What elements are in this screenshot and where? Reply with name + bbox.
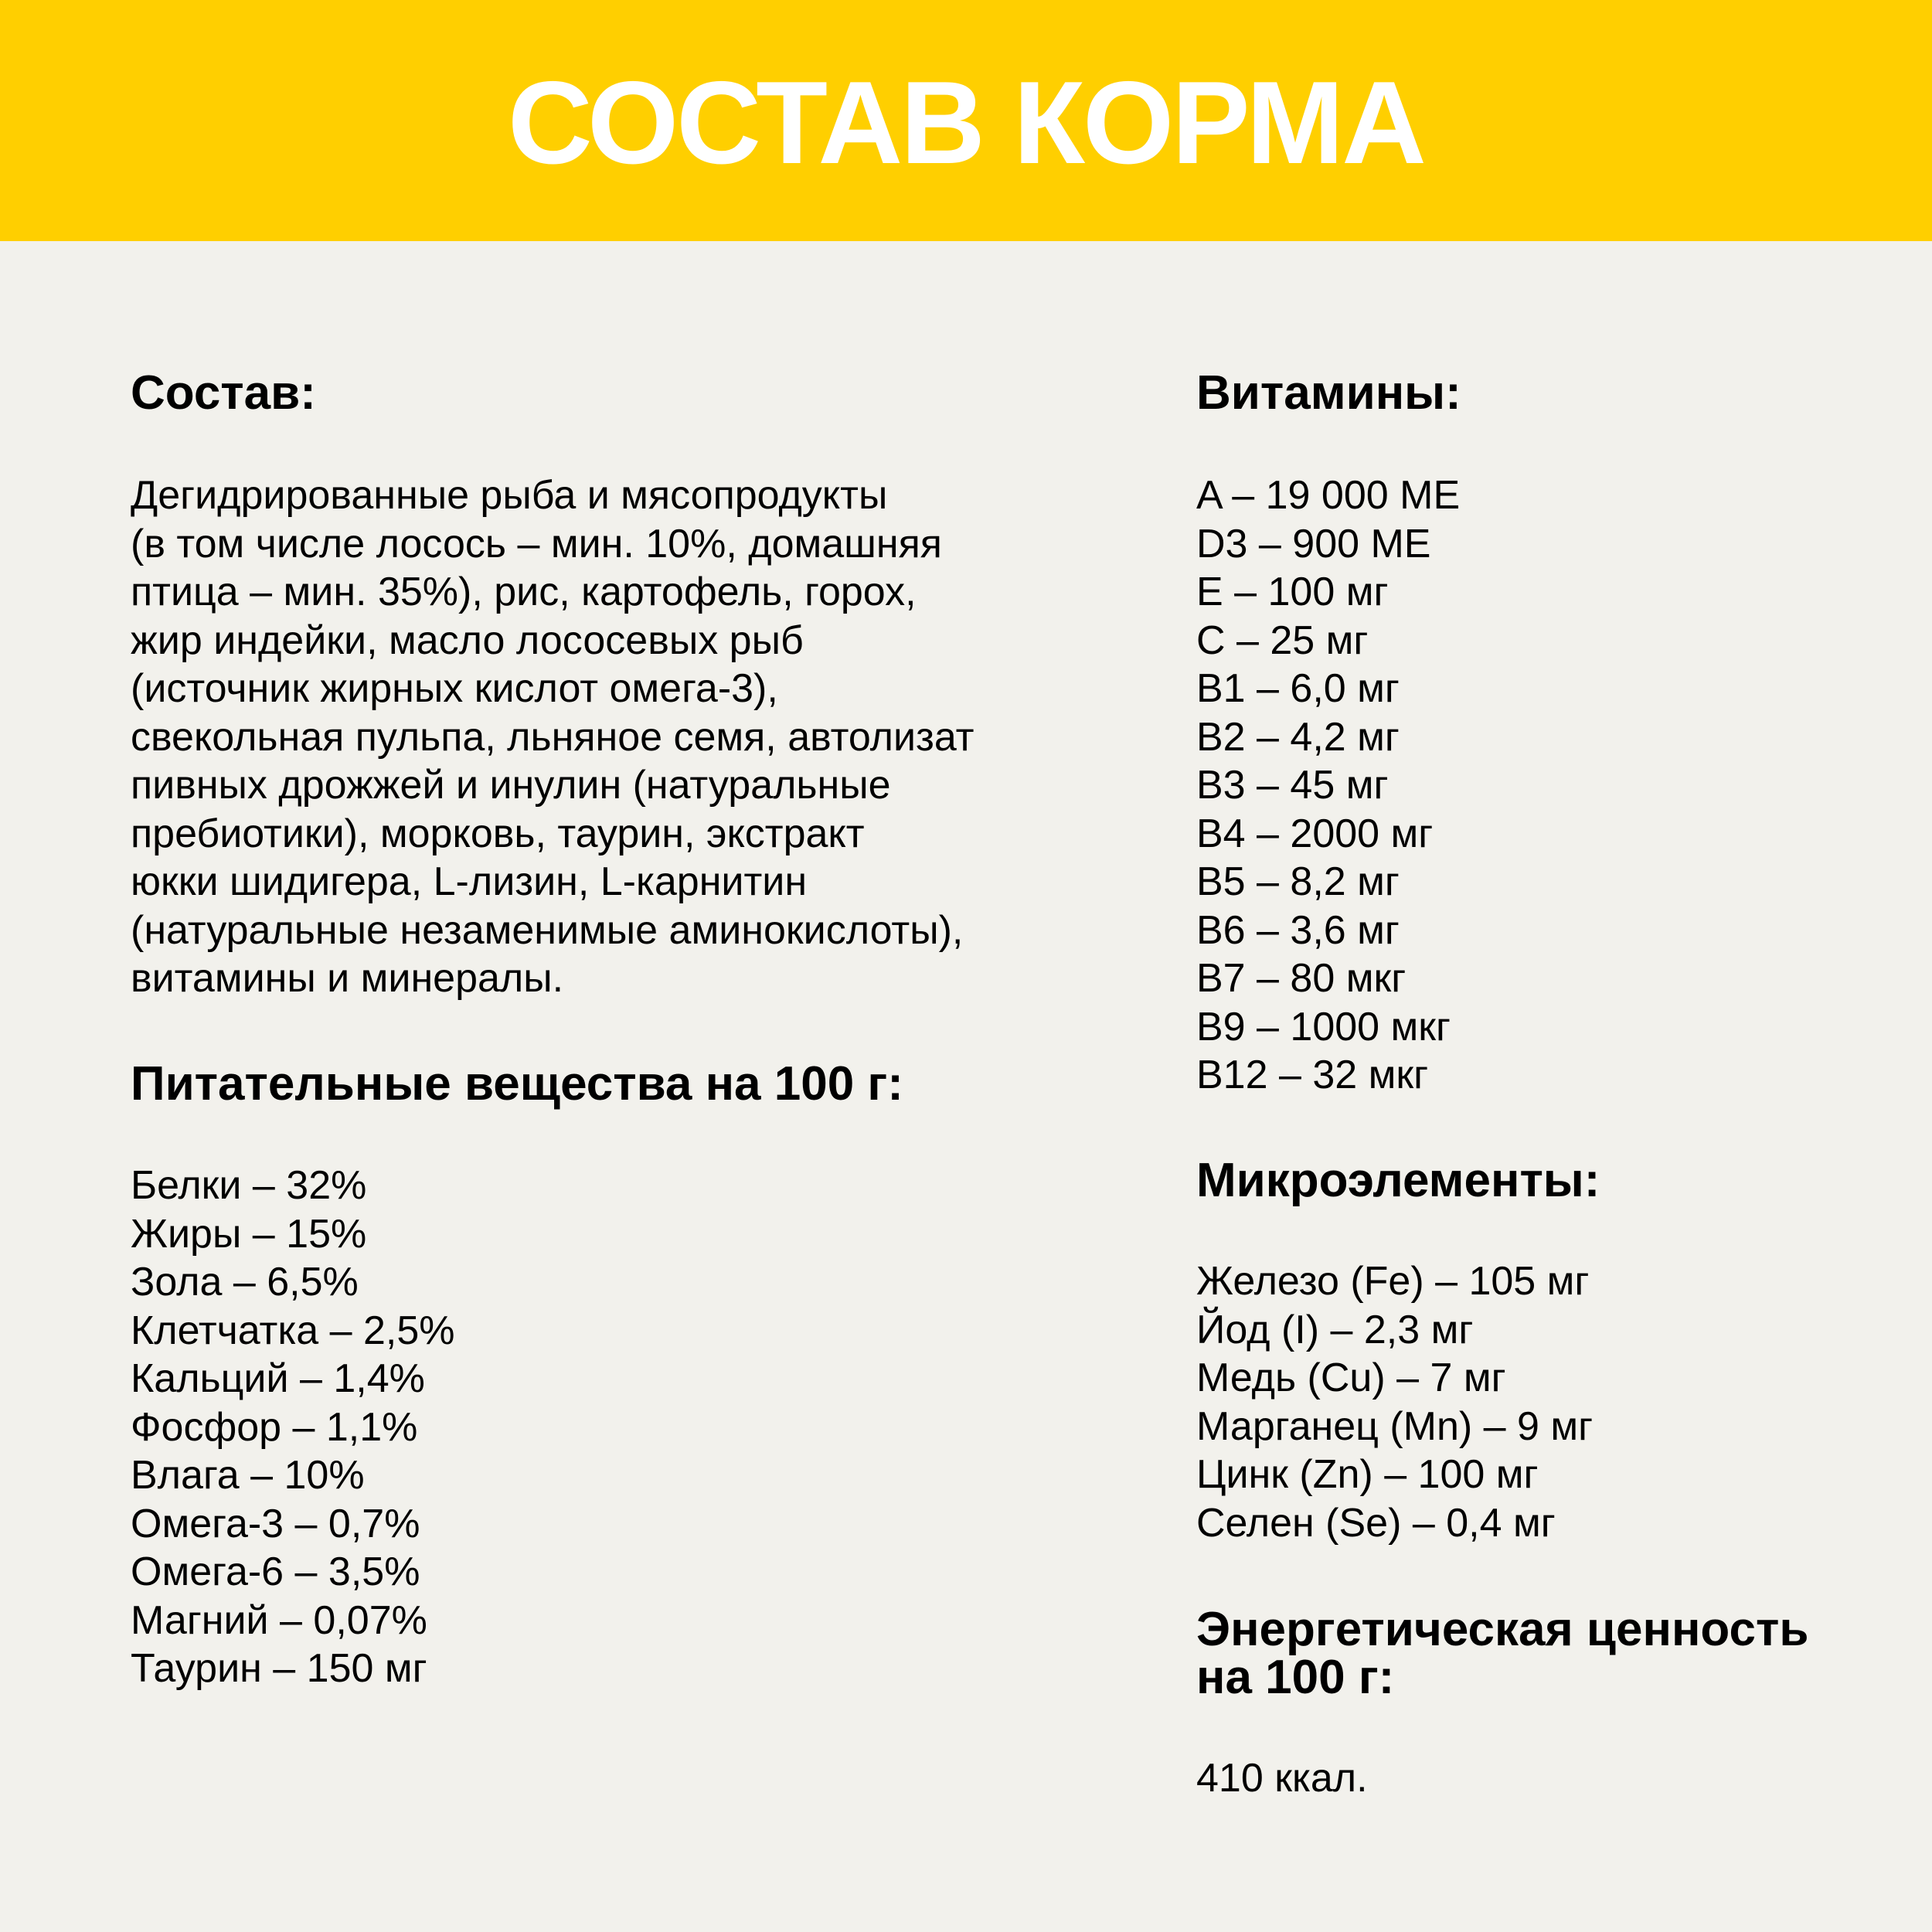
vitamin-item: A – 19 000 МЕ <box>1196 473 1461 518</box>
vitamin-item: B7 – 80 мкг <box>1196 956 1406 1001</box>
vitamin-item: B4 – 2000 мг <box>1196 811 1434 856</box>
vitamin-item: E – 100 мг <box>1196 570 1389 614</box>
vitamins-list <box>1196 471 1460 1100</box>
nutrient-item: Кальций – 1,4% <box>131 1356 425 1401</box>
energy-value-text: 410 ккал. <box>1196 1756 1368 1801</box>
microelement-item: Марганец (Mn) – 9 мг <box>1196 1403 1594 1449</box>
nutrient-item: Фосфор – 1,1% <box>131 1404 418 1450</box>
microelements-heading: Микроэлементы: <box>1196 1154 1600 1207</box>
composition-line: птица – мин. 35%), рис, картофель, горох, <box>131 570 917 614</box>
composition-line: (источник жирных кислот омега-3), <box>131 666 778 711</box>
vitamin-item: C – 25 мг <box>1196 617 1369 663</box>
page-title: СОСТАВ КОРМА <box>507 57 1424 189</box>
nutrient-item: Белки – 32% <box>131 1163 367 1208</box>
energy-value <box>1196 1754 1368 1803</box>
nutrients-list <box>131 1162 454 1693</box>
composition-line: пребиотики), морковь, таурин, экстракт <box>131 811 865 856</box>
nutrient-item: Влага – 10% <box>131 1453 365 1498</box>
composition-line: юкки шидигера, L-лизин, L-карнитин <box>131 859 808 904</box>
energy-heading-line-2: на 100 г: <box>1196 1651 1395 1704</box>
microelement-item: Цинк (Zn) – 100 мг <box>1196 1452 1539 1497</box>
vitamin-item: B1 – 6,0 мг <box>1196 666 1400 711</box>
microelement-item: Железо (Fe) – 105 мг <box>1196 1259 1590 1304</box>
composition-text <box>131 471 974 1003</box>
energy-heading-line-1: Энергетическая ценность <box>1196 1603 1809 1656</box>
microelements-list <box>1196 1257 1593 1547</box>
nutrient-item: Омега-6 – 3,5% <box>131 1549 420 1594</box>
vitamin-item: D3 – 900 МЕ <box>1196 521 1431 566</box>
composition-line: жир индейки, масло лососевых рыб <box>131 617 804 663</box>
energy-section <box>1196 1603 1809 1704</box>
nutrient-item: Клетчатка – 2,5% <box>131 1308 455 1353</box>
vitamin-item: B5 – 8,2 мг <box>1196 859 1400 904</box>
nutrients-heading: Питательные вещества на 100 г: <box>131 1057 903 1111</box>
vitamin-item: B9 – 1000 мкг <box>1196 1004 1451 1049</box>
composition-line: витамины и минералы. <box>131 956 564 1001</box>
nutrient-item: Омега-3 – 0,7% <box>131 1501 420 1546</box>
composition-section <box>131 366 316 420</box>
composition-line: Дегидрированные рыба и мясопродукты <box>131 473 888 518</box>
nutrient-item: Зола – 6,5% <box>131 1260 359 1304</box>
microelements-section <box>1196 1154 1600 1207</box>
vitamin-item: B6 – 3,6 мг <box>1196 907 1400 953</box>
microelement-item: Медь (Cu) – 7 мг <box>1196 1355 1506 1400</box>
composition-line: свекольная пульпа, льняное семя, автолизат <box>131 714 975 760</box>
nutrient-item: Жиры – 15% <box>131 1211 367 1257</box>
composition-line: пивных дрожжей и инулин (натуральные <box>131 763 891 808</box>
composition-line: (натуральные незаменимые аминокислоты), <box>131 907 964 953</box>
microelement-item: Йод (I) – 2,3 мг <box>1196 1307 1474 1352</box>
vitamins-heading: Витамины: <box>1196 366 1461 420</box>
vitamin-item: B3 – 45 мг <box>1196 763 1389 808</box>
composition-heading: Состав: <box>131 366 316 420</box>
vitamin-item: B12 – 32 мкг <box>1196 1053 1429 1097</box>
composition-line: (в том числе лосось – мин. 10%, домашняя <box>131 521 942 566</box>
nutrients-section <box>131 1057 903 1111</box>
vitamins-section <box>1196 366 1461 420</box>
microelement-item: Селен (Se) – 0,4 мг <box>1196 1500 1556 1546</box>
nutrient-item: Таурин – 150 мг <box>131 1646 427 1691</box>
title-banner <box>0 0 1932 241</box>
nutrient-item: Магний – 0,07% <box>131 1597 427 1643</box>
vitamin-item: B2 – 4,2 мг <box>1196 714 1400 760</box>
